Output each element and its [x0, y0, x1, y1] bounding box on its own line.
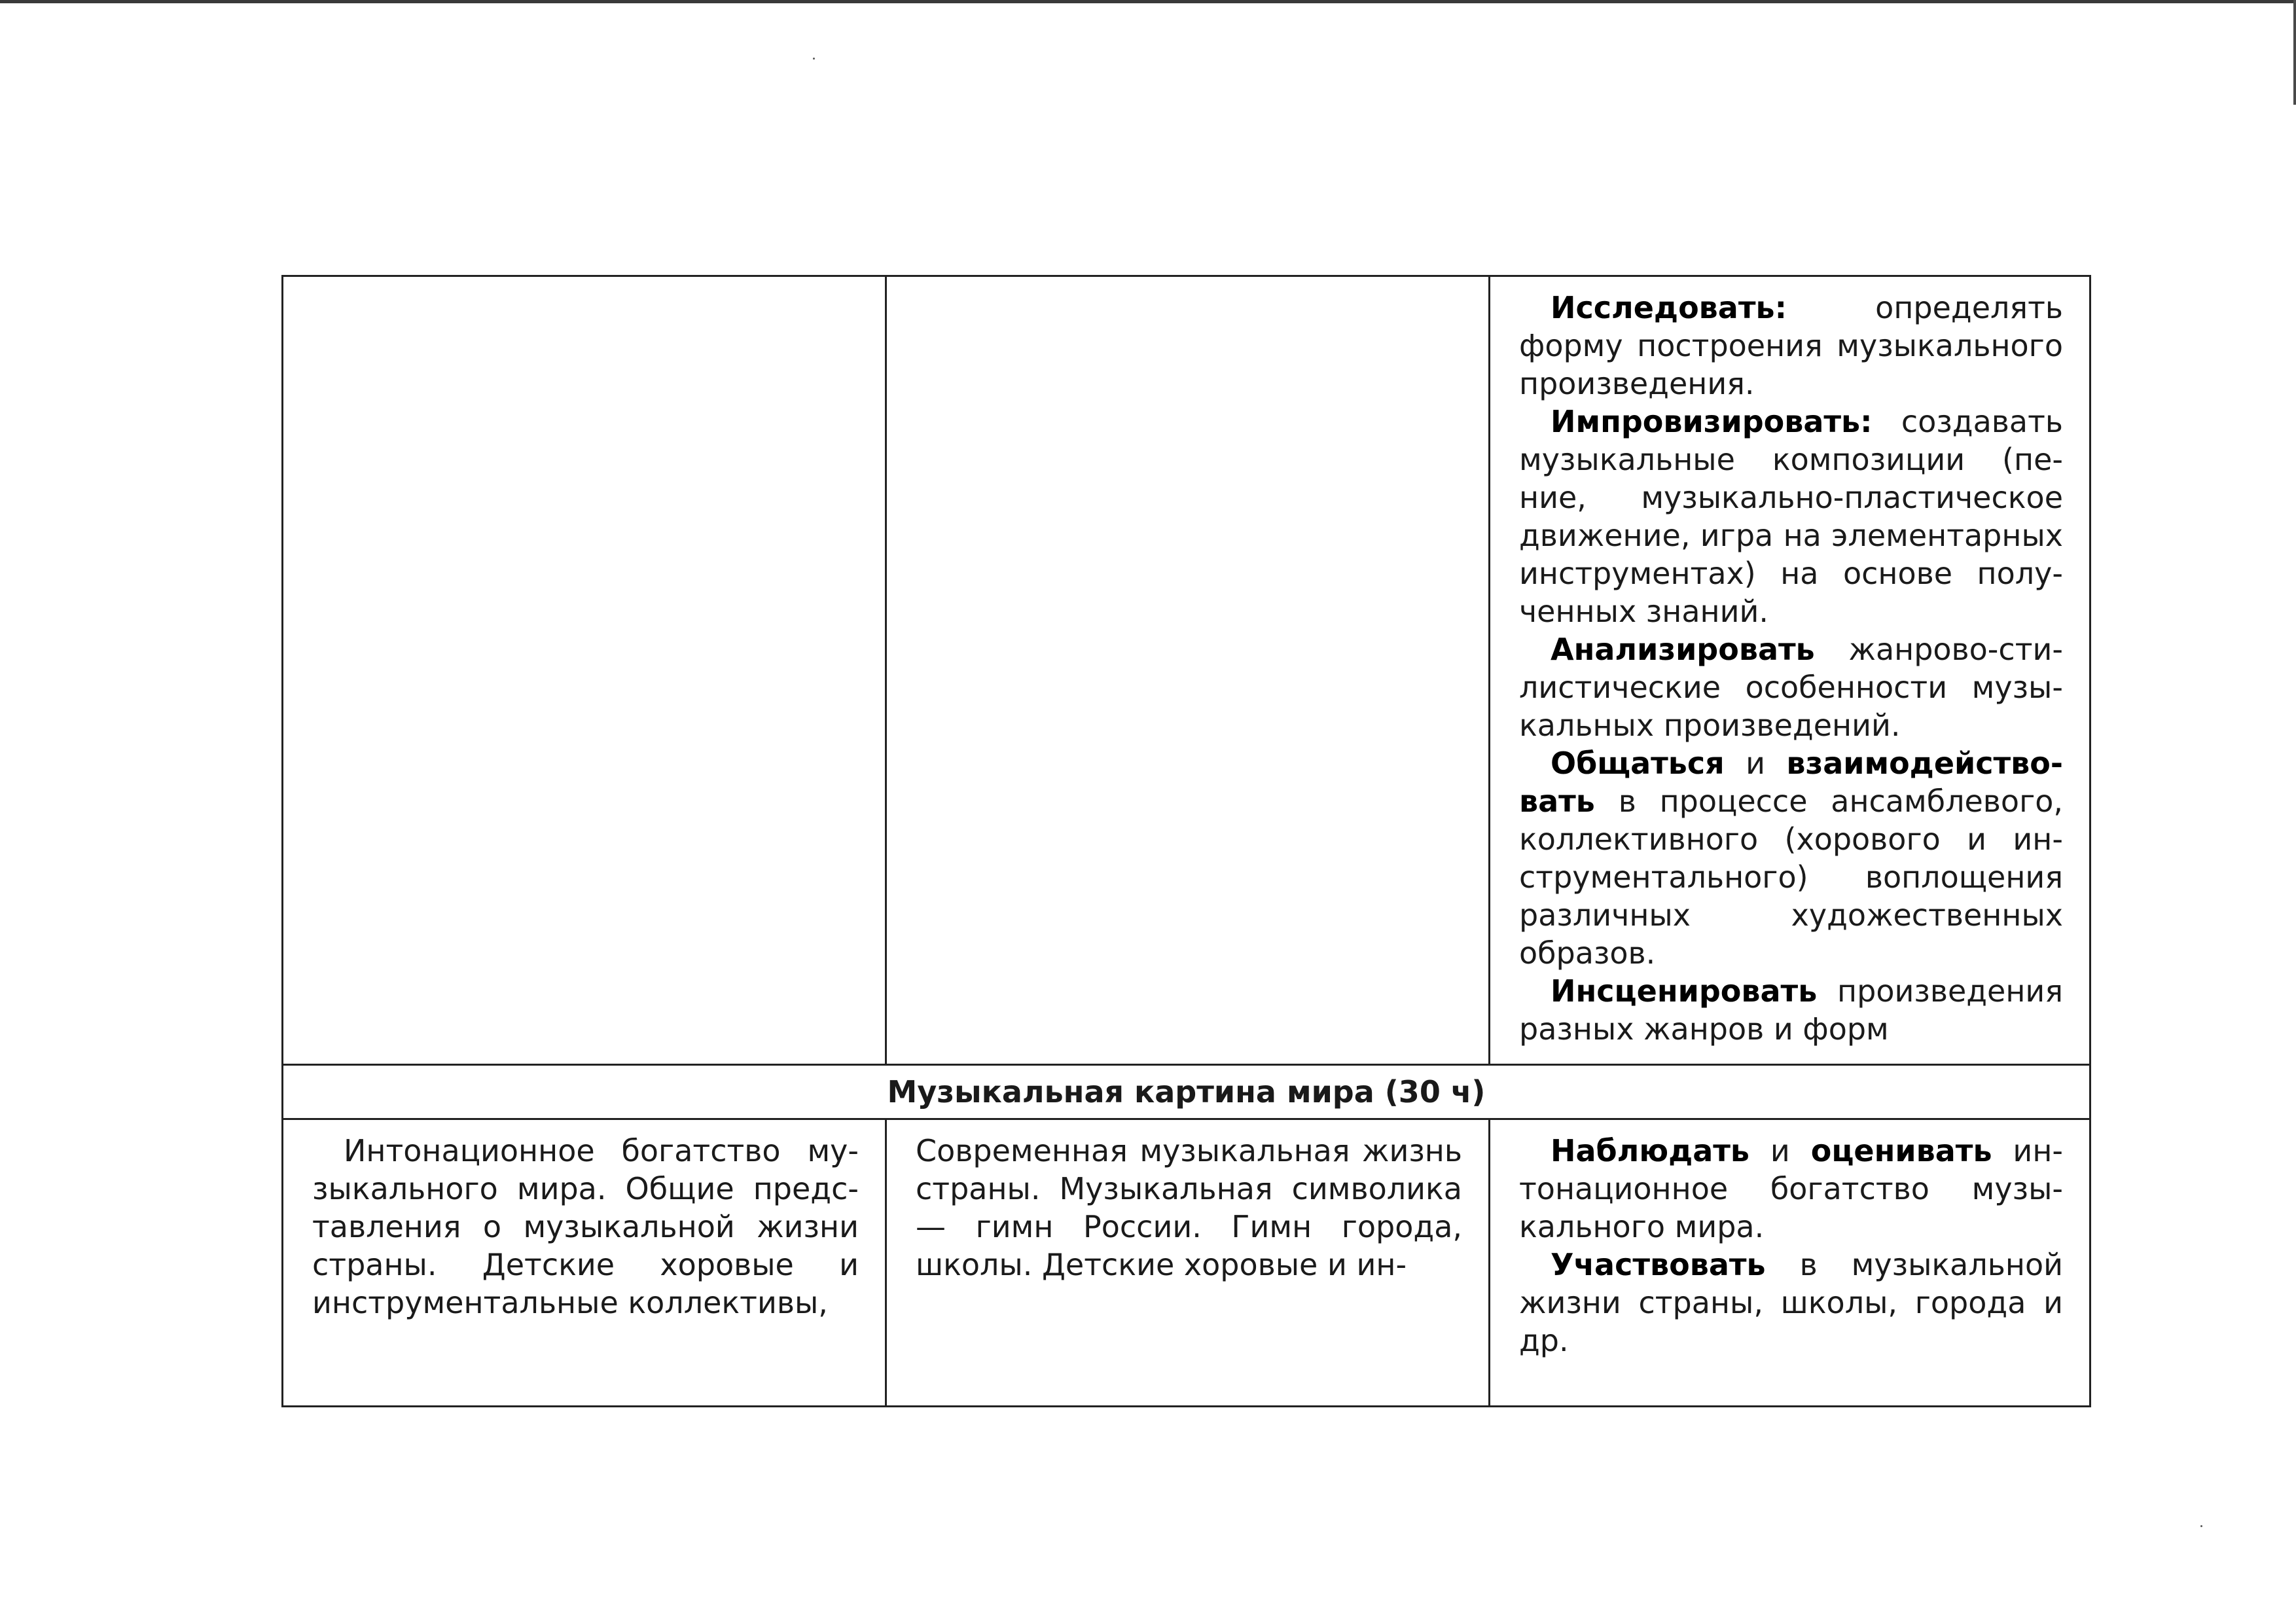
activity-verb: взаимодействовать	[1519, 746, 2063, 819]
content-cell	[283, 1119, 886, 1407]
top-row-col1-cell	[283, 276, 886, 1065]
topics-text: Современная музыкальная жизнь страны. Музыкальная символика — гимн России. Гимн города, школы. Детские хоровые и ин-	[916, 1133, 1462, 1282]
section-header-row	[283, 1065, 2090, 1119]
activity-verb: Наблюдать	[1551, 1133, 1750, 1168]
scan-speck	[2200, 1525, 2202, 1527]
activity-paragraph	[1519, 403, 2063, 630]
scan-edge-right	[2293, 0, 2296, 105]
section-title: Музыкальная картина мира (30 ч)	[283, 1065, 2090, 1119]
activity-paragraph	[1519, 630, 2063, 744]
activity-conjunction: и	[1724, 746, 1787, 781]
content-text: Интонационное богатство музыкального мира. Общие представления о музыкальной жизни страны. Детские хоровые и инструментальные коллективы,	[312, 1133, 859, 1320]
activities-cell	[1490, 1119, 2090, 1407]
table-row	[283, 1119, 2090, 1407]
scan-edge-top	[0, 0, 2296, 3]
activity-paragraph	[1519, 1246, 2063, 1360]
activity-paragraph	[1519, 744, 2063, 972]
curriculum-table	[281, 275, 2091, 1407]
activity-text: создавать музыкальные композиции (пение, музыкально-пластическое движение, игра на элементарных инструментах) на основе полученных знаний.	[1519, 404, 2063, 629]
scan-speck	[813, 58, 815, 60]
activity-verb: Анализировать	[1551, 632, 1815, 667]
activity-text: жанрово-стилистические особенности музыкальных произведений.	[1519, 632, 2063, 743]
activity-verb: Исследовать:	[1551, 290, 1787, 325]
activity-paragraph	[1519, 972, 2063, 1048]
activity-verb: оценивать	[1810, 1133, 1992, 1168]
activity-paragraph	[1519, 1132, 2063, 1246]
activity-verb: Участвовать	[1551, 1247, 1766, 1282]
activity-text: интонационное богатство музыкального мира.	[1519, 1133, 2064, 1244]
activity-verb: Общаться	[1551, 746, 1725, 781]
activity-paragraph	[1519, 289, 2063, 403]
activity-text: в процессе ансамблевого, коллективного (хорового и инструментального) воплощения различных художественных образов.	[1519, 784, 2063, 971]
activity-conjunction: и	[1749, 1133, 1811, 1168]
top-row-col2-cell	[886, 276, 1490, 1065]
activity-verb: Инсценировать	[1551, 973, 1818, 1009]
activity-verb: Импровизировать:	[1551, 404, 1873, 439]
activity-text: в музыкальной жизни страны, школы, города и др.	[1519, 1247, 2063, 1358]
activity-text: определять форму построения музыкального произведения.	[1519, 290, 2063, 401]
table-row	[283, 276, 2090, 1065]
top-row-activities-cell	[1490, 276, 2090, 1065]
topics-cell	[886, 1119, 1490, 1407]
activity-text: произведения разных жанров и форм	[1519, 973, 2063, 1047]
